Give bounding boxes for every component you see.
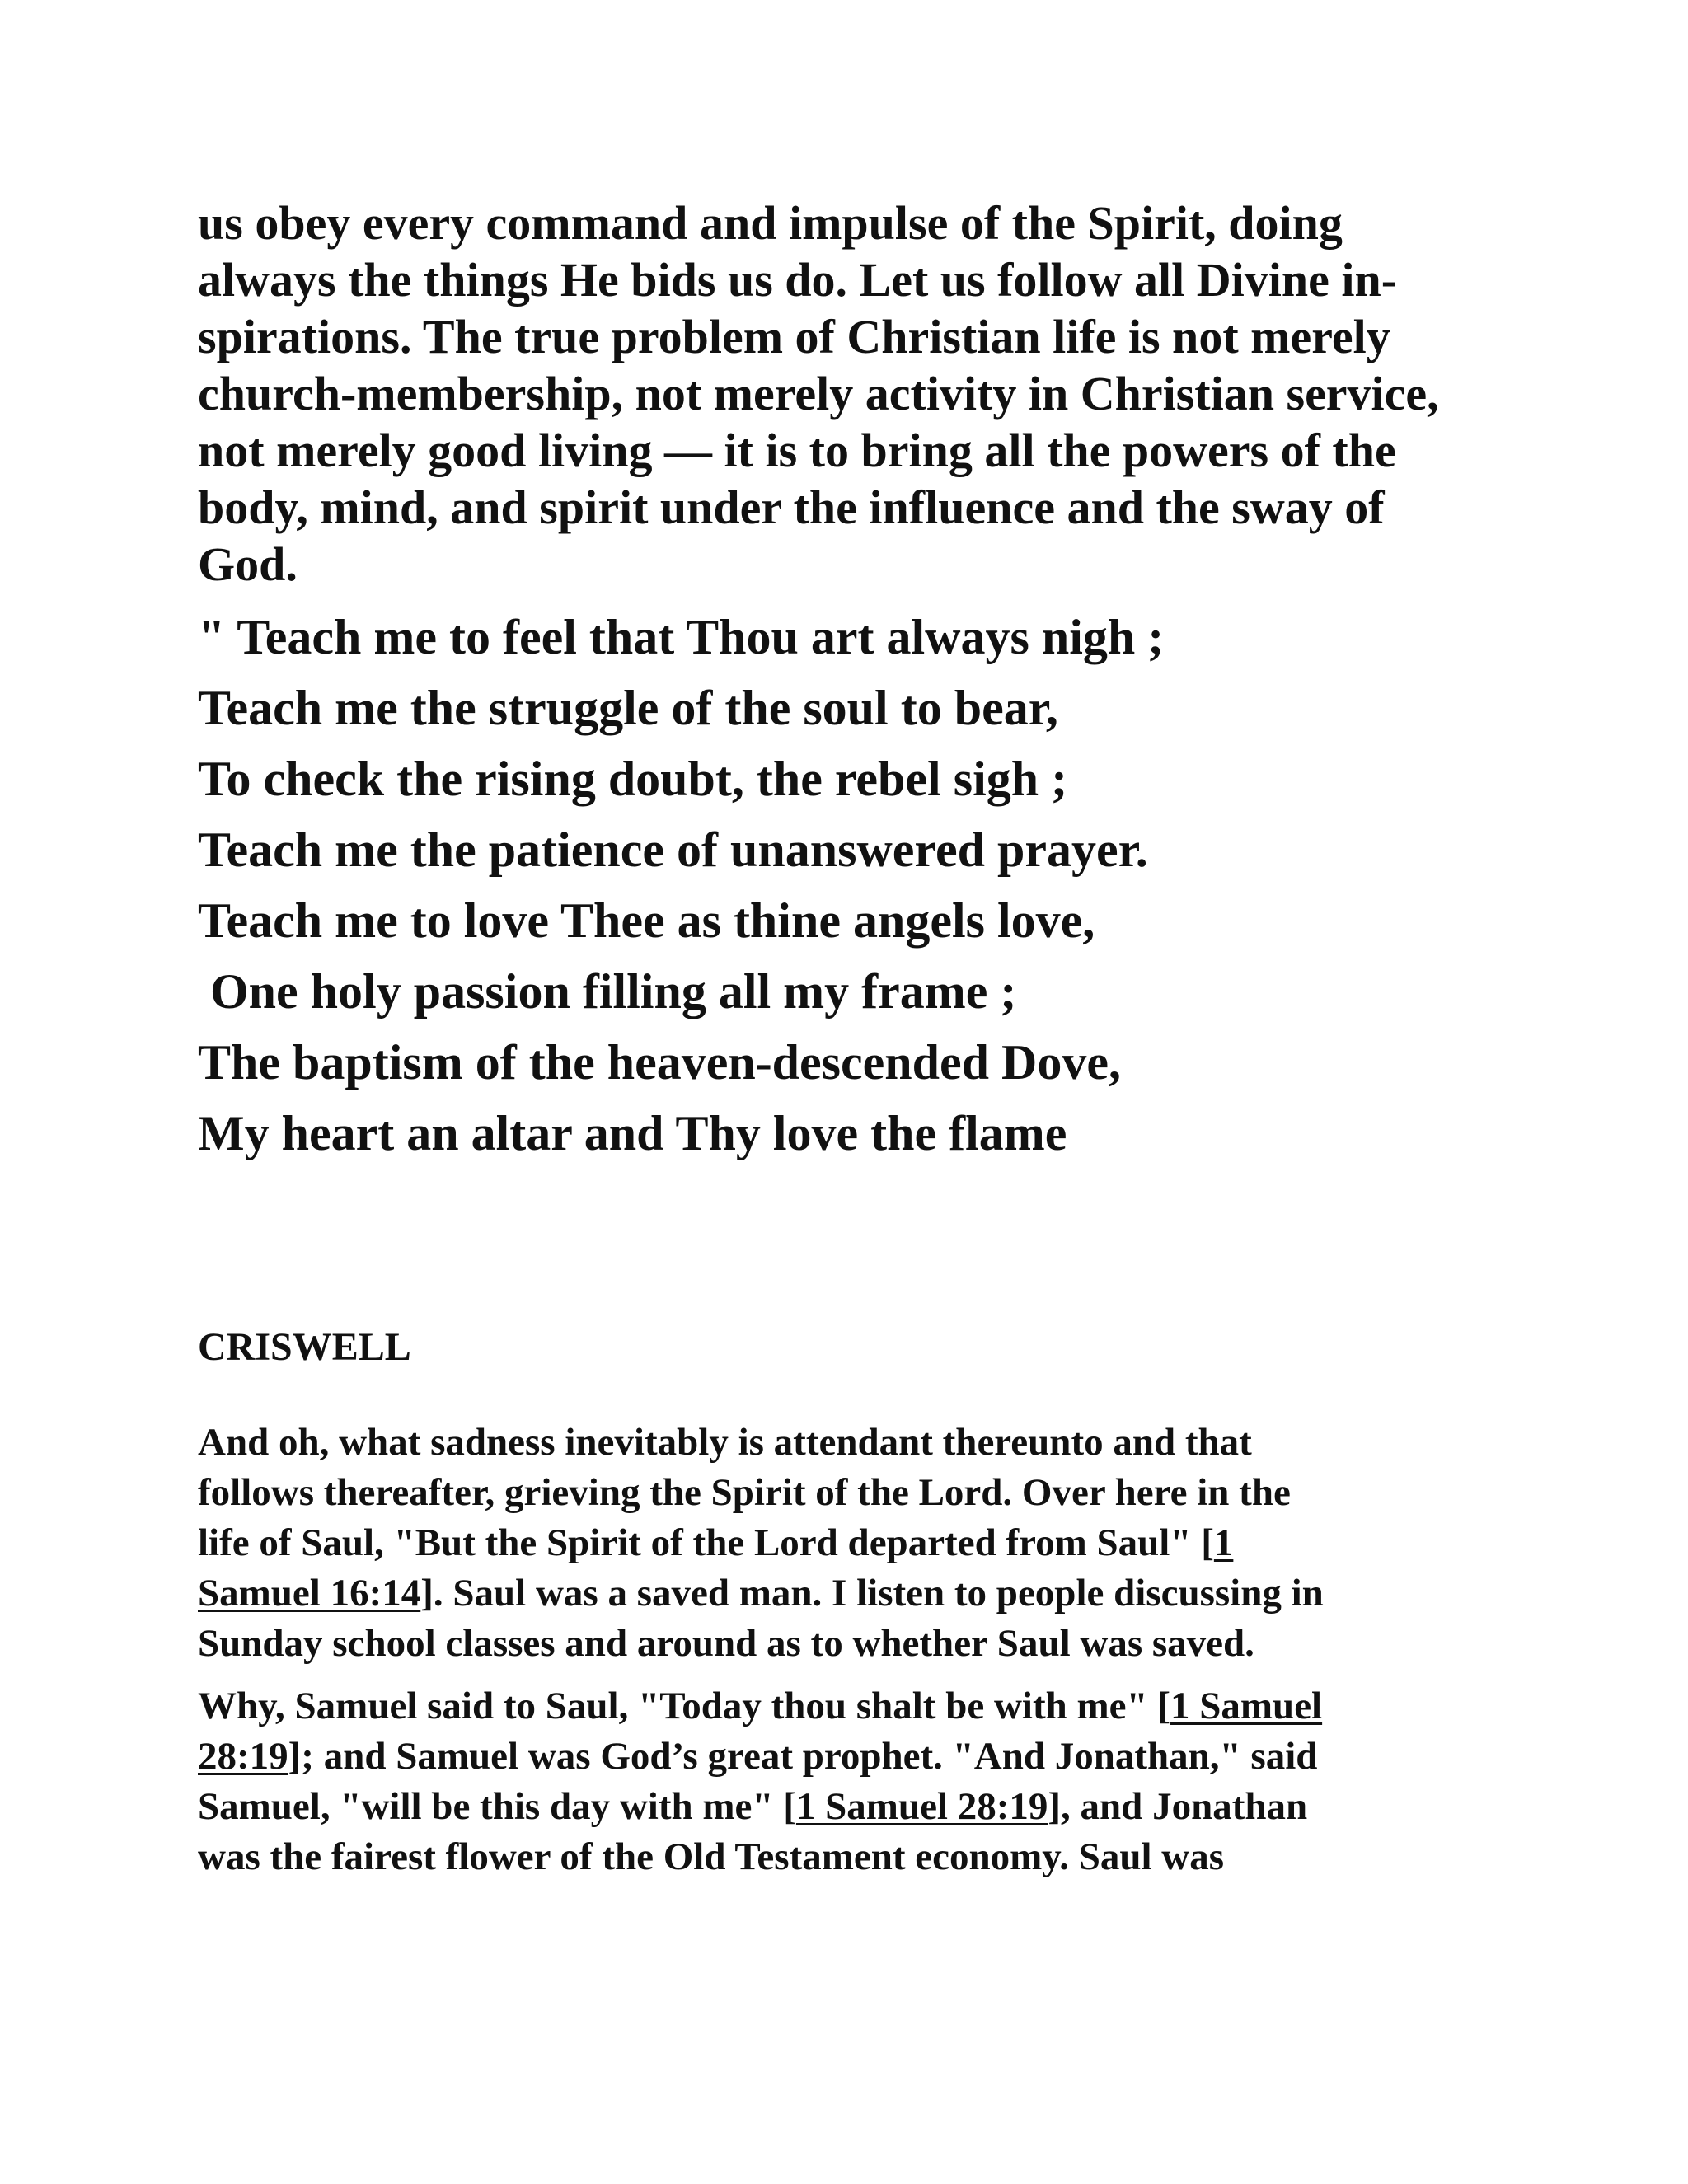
text-segment: life of Saul, "But the Spirit of the Lord departed from Saul" [ — [198, 1521, 1214, 1564]
paragraph-line — [198, 1568, 1484, 1619]
poem-line: Teach me the struggle of the soul to bear, — [198, 681, 1058, 735]
poem-line: Teach me the patience of unanswered prayer. — [198, 823, 1148, 877]
paragraph-line: follows thereafter, grieving the Spirit of the Lord. Over here in the — [198, 1471, 1291, 1514]
section-heading: CRISWELL — [198, 1325, 411, 1369]
poem-line: To check the rising doubt, the rebel sigh ; — [198, 752, 1068, 806]
paragraph-line — [198, 1518, 1484, 1568]
text-segment: Why, Samuel said to Saul, "Today thou shalt be with me" [ — [198, 1685, 1171, 1727]
paragraph-line — [198, 1681, 1484, 1732]
paragraph-line — [198, 1782, 1484, 1832]
text-segment: Samuel, "will be this day with me" [ — [198, 1785, 796, 1828]
criswell-paragraph-1 — [198, 1418, 1484, 1669]
paragraph-line: body, mind, and spirit under the influence and the sway of — [198, 480, 1385, 534]
text-segment: ], and Jonathan — [1048, 1785, 1308, 1828]
paragraph-line: God. — [198, 537, 298, 591]
scripture-reference-link[interactable]: 28:19 — [198, 1735, 288, 1778]
paragraph-line: not merely good living — it is to bring all the powers of the — [198, 424, 1396, 477]
paragraph-line: always the things He bids us do. Let us follow all Divine in- — [198, 253, 1398, 307]
poem-line: One holy passion filling all my frame ; — [198, 964, 1017, 1019]
paragraph-line — [198, 1732, 1484, 1782]
poem-line: My heart an altar and Thy love the flame — [198, 1106, 1067, 1160]
scripture-reference-link[interactable]: 1 Samuel 28:19 — [795, 1785, 1048, 1828]
criswell-paragraph-2 — [198, 1681, 1484, 1882]
paragraph-line: us obey every command and impulse of the Spirit, doing — [198, 196, 1343, 250]
scripture-reference-link[interactable]: 1 — [1213, 1521, 1234, 1564]
paragraph-line: was the fairest flower of the Old Testament economy. Saul was — [198, 1835, 1225, 1878]
text-segment: ]; and Samuel was God’s great prophet. "And Jonathan," said — [288, 1735, 1318, 1778]
paragraph-line: spirations. The true problem of Christian life is not merely — [198, 310, 1390, 363]
scripture-reference-link[interactable]: Samuel 16:14 — [198, 1572, 421, 1615]
paragraph-line: church-membership, not merely activity in Christian service, — [198, 367, 1439, 420]
poem-line: The baptism of the heaven-descended Dove, — [198, 1035, 1121, 1090]
paragraph-line: And oh, what sadness inevitably is attendant thereunto and that — [198, 1421, 1252, 1464]
poem-stanza — [198, 602, 1500, 1169]
paragraph-line: Sunday school classes and around as to whether Saul was saved. — [198, 1622, 1254, 1665]
poem-line: Teach me to love Thee as thine angels love, — [198, 893, 1095, 948]
poem-line: " Teach me to feel that Thou art always nigh ; — [198, 610, 1165, 664]
scripture-reference-link[interactable]: 1 Samuel — [1170, 1685, 1323, 1727]
text-segment: ]. Saul was a saved man. I listen to people discussing in — [420, 1572, 1324, 1615]
intro-paragraph — [198, 194, 1500, 593]
